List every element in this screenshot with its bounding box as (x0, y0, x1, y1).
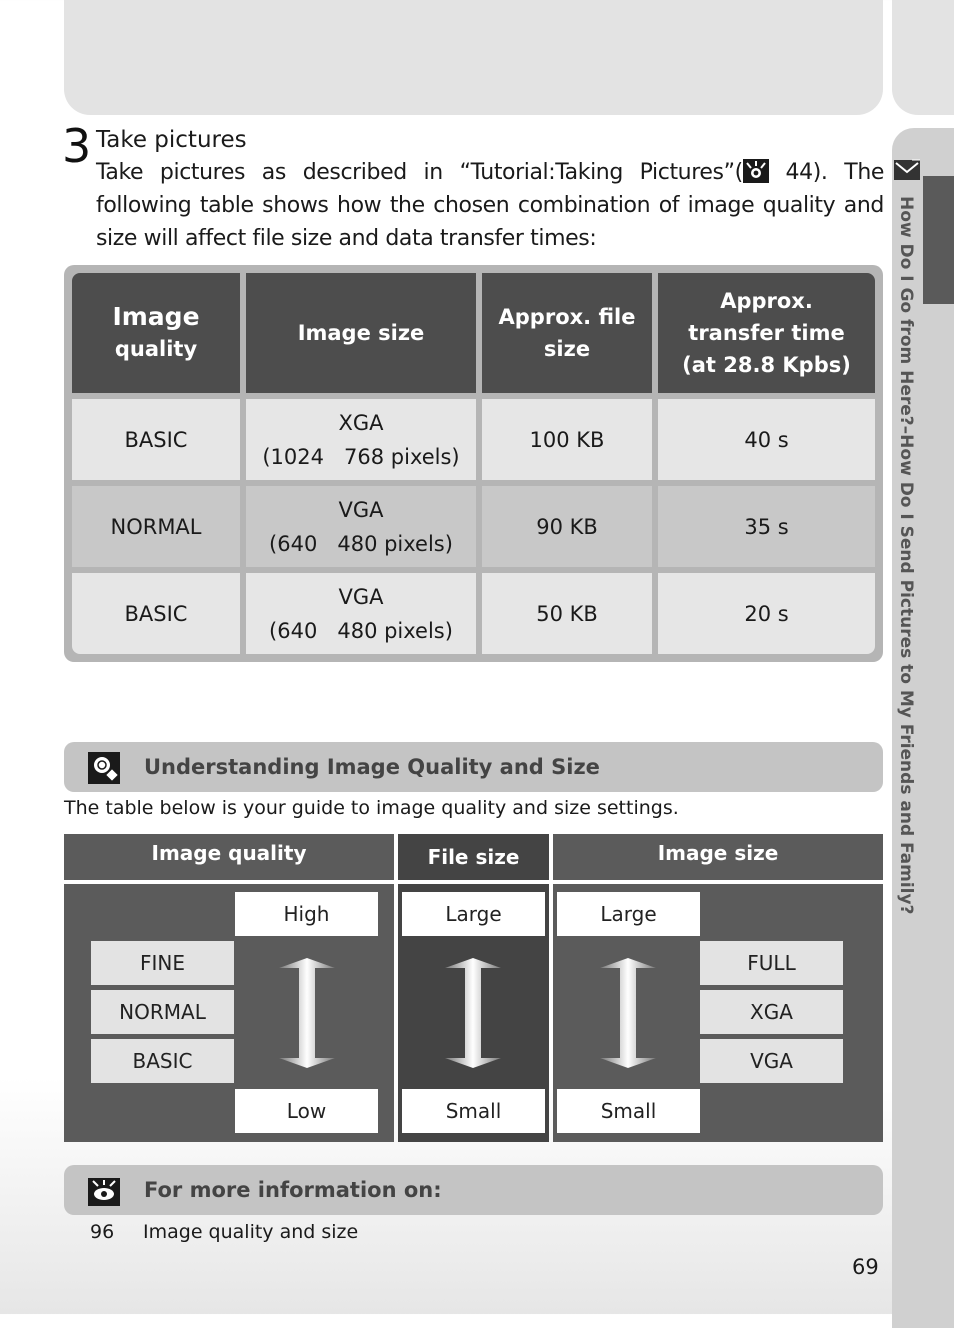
size-level: XGA (700, 990, 843, 1034)
page-number: 69 (852, 1255, 879, 1279)
more-info-bar (64, 1165, 883, 1215)
header-file-size (482, 273, 652, 393)
header-text: quality (114, 337, 198, 361)
cell-text: VGA (338, 497, 384, 522)
file-large-label: Large (402, 892, 545, 936)
table-cell (246, 399, 476, 480)
header-transfer-time (658, 273, 875, 393)
guide-header-size: Image size (553, 834, 883, 880)
header-image-size (246, 273, 476, 393)
top-banner-box (64, 0, 883, 115)
transfer-time-table (64, 265, 883, 662)
quality-level: FINE (91, 941, 234, 985)
table-cell: 50 KB (482, 573, 652, 654)
file-small-label: Small (402, 1089, 545, 1133)
step-body (96, 156, 884, 255)
table-cell: NORMAL (72, 486, 240, 567)
header-text: (at 28.8 Kpbs) (682, 353, 851, 377)
size-large-label: Large (557, 892, 700, 936)
table-cell: 40 s (658, 399, 875, 480)
file-size-panel (398, 884, 549, 1142)
tutorial-reference-icon[interactable] (743, 159, 769, 183)
table-cell: BASIC (72, 573, 240, 654)
table-cell: 35 s (658, 486, 875, 567)
double-arrow-icon (445, 958, 501, 1068)
table-cell: BASIC (72, 399, 240, 480)
header-text: Image size (297, 321, 425, 345)
header-text: Image (112, 302, 200, 331)
quality-low-label: Low (235, 1089, 378, 1133)
step-title: Take pictures (96, 127, 247, 153)
cell-text: (640 480 pixels) (269, 618, 453, 643)
table-cell: 90 KB (482, 486, 652, 567)
table-cell (246, 573, 476, 654)
reference-page-link[interactable]: 96 (90, 1221, 115, 1243)
header-text: Approx. transfer time (688, 289, 845, 345)
table-cell: 100 KB (482, 399, 652, 480)
size-level: FULL (700, 941, 843, 985)
quality-panel (64, 884, 394, 1142)
more-info-title: For more information on: (144, 1178, 442, 1202)
cell-text: XGA (338, 410, 384, 435)
table-cell: 20 s (658, 573, 875, 654)
guide-title: Understanding Image Quality and Size (144, 755, 600, 779)
quality-level: BASIC (91, 1039, 234, 1083)
cell-text: (640 480 pixels) (269, 531, 453, 556)
step-number: 3 (62, 119, 92, 173)
guide-section-bar (64, 742, 883, 792)
side-top-box (892, 0, 954, 115)
cell-text: (1024 768 pixels) (262, 444, 460, 469)
header-image-quality (72, 273, 240, 393)
step-body-text: Take pictures as described in “Tutorial:Taking Pictures”( (96, 160, 743, 185)
chapter-title: How Do I Go from Here?–How Do I Send Pictures to My Friends and Family? (896, 196, 916, 915)
header-text: size (543, 337, 591, 361)
eye-reference-icon (88, 1176, 120, 1208)
quality-level: NORMAL (91, 990, 234, 1034)
table-cell (246, 486, 476, 567)
step-body-text-continued: 44). The following table shows how the chosen combination of image quality and size will affect file size and data transfer times: (96, 160, 884, 251)
lightbulb-icon (88, 752, 120, 784)
chapter-marker (923, 176, 954, 304)
image-size-panel (553, 884, 883, 1142)
size-small-label: Small (557, 1089, 700, 1133)
size-level: VGA (700, 1039, 843, 1083)
cell-text: VGA (338, 584, 384, 609)
reference-topic: Image quality and size (143, 1221, 359, 1243)
guide-header-file: File size (398, 834, 549, 880)
envelope-icon (893, 158, 921, 182)
header-text: Approx. file (498, 305, 636, 329)
quality-high-label: High (235, 892, 378, 936)
guide-intro: The table below is your guide to image quality and size settings. (64, 797, 679, 819)
guide-header-quality: Image quality (64, 834, 394, 880)
double-arrow-icon (600, 958, 656, 1068)
double-arrow-icon (279, 958, 335, 1068)
